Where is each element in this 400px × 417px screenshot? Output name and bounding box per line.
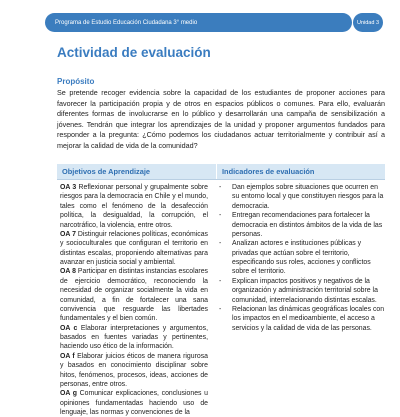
objective-text: Comunicar explicaciones, conclusiones u opiniones fundamentadas haciendo uso de lenguaje, las normas y convenciones de la bbox=[60, 390, 208, 416]
bullet-dash: - bbox=[219, 277, 222, 285]
unit-badge bbox=[353, 13, 383, 32]
indicator-text: Explican impactos positivos y negativos de la organización y administración territorial sobre la comunidad, interrelacionando distintas escalas. bbox=[232, 277, 378, 304]
objectives-column-header: Objetivos de Aprendizaje bbox=[57, 164, 217, 179]
indicator-item bbox=[219, 239, 385, 277]
objective-item bbox=[60, 352, 208, 390]
indicator-text: Entregan recomendaciones para fortalecer la democracia en distintos ámbitos de la vida de las personas. bbox=[232, 212, 383, 238]
indicator-item bbox=[219, 211, 385, 239]
bullet-dash: - bbox=[219, 212, 222, 220]
table-row bbox=[57, 180, 385, 417]
objective-item bbox=[60, 230, 208, 268]
unit-label: Unidad 3 bbox=[356, 19, 380, 26]
objective-code: OA c bbox=[60, 324, 78, 332]
indicator-item bbox=[219, 277, 385, 305]
purpose-text: Se pretende recoger evidencia sobre la capacidad de los estudiantes de proponer acciones para favorecer la participación propia y de otros en espacios públicos o comunes. Para ello, evaluarán diferentes formas de involucrarse en lo público y desarrollarán una campaña de sensibilización a jóvenes. Tendrán que integrar los aprendizajes de la unidad y proponer argumentos fundados para responder a la pregunta: ¿Cómo podemos los ciudadanos actuar territorialmente y contribuir así a mejorar la calidad de vida de la comunidad? bbox=[57, 88, 385, 150]
objective-text: Elaborar juicios éticos de manera rigurosa y basados en conocimiento disciplinar sobre hitos, fenómenos, procesos, ideas, acciones de personas, entre otros. bbox=[60, 352, 208, 388]
objective-text: Elaborar interpretaciones y argumentos, basados en fuentes variadas y pertinentes, haciendo uso ético de la información. bbox=[60, 324, 209, 351]
page-title: Actividad de evaluación bbox=[57, 45, 211, 60]
bullet-dash: - bbox=[219, 240, 222, 248]
objective-code: OA 7 bbox=[60, 230, 76, 238]
program-label: Programa de Estudio Educación Ciudadana 3° medio bbox=[55, 19, 198, 26]
purpose-heading: Propósito bbox=[57, 77, 95, 86]
objective-text: Distinguir relaciones políticas, económicas y socioculturales que configuran el territorio en distintas escalas, proponiendo alternativas para avanzar en justicia social y ambiental. bbox=[60, 230, 209, 266]
objective-text: Participar en distintas instancias escolares de ejercicio democrático, reconociendo la necesidad de organizar socialmente la vida en comunidad, a fin de fortalecer una sana convivencia que resguarde las libertades fundamentales y el bien común. bbox=[60, 268, 209, 323]
indicator-list bbox=[219, 183, 385, 333]
indicator-item bbox=[219, 305, 385, 333]
indicator-text: Relacionan las dinámicas geográficas locales con los impactos en el medioambiente, el acceso a servicios y la calidad de vida de las personas. bbox=[232, 305, 385, 332]
evaluation-table bbox=[57, 164, 385, 416]
indicators-column-header: Indicadores de evaluación bbox=[222, 167, 315, 176]
bullet-dash: - bbox=[219, 184, 222, 191]
bullet-dash: - bbox=[219, 305, 222, 313]
objective-code: OA g bbox=[60, 390, 77, 398]
objective-code: OA f bbox=[60, 352, 75, 360]
program-banner bbox=[45, 13, 352, 32]
objective-item bbox=[60, 389, 208, 417]
objective-code: OA 8 bbox=[60, 268, 76, 276]
objectives-cell bbox=[57, 180, 212, 417]
table-header-row bbox=[57, 164, 385, 180]
objective-item bbox=[60, 183, 208, 230]
indicators-cell bbox=[212, 180, 385, 417]
objective-text: Reflexionar personal y grupalmente sobre riesgos para la democracia en Chile y el mundo, tales como el fenómeno de la desafección política, la desigualdad, la corrupción, el narcotráfico, la violencia, entre otros. bbox=[60, 184, 208, 229]
indicator-text: Dan ejemplos sobre situaciones que ocurren en su entorno local y que constituyen riesgos para la democracia. bbox=[232, 184, 384, 210]
indicator-text: Analizan actores e instituciones públicas y privadas que actúan sobre el territorio, especificando sus roles, acciones y conflictos sobre el territorio. bbox=[232, 240, 371, 276]
objective-item bbox=[60, 267, 208, 323]
objective-code: OA 3 bbox=[60, 184, 77, 191]
objective-item bbox=[60, 324, 208, 352]
indicator-item bbox=[219, 183, 385, 211]
